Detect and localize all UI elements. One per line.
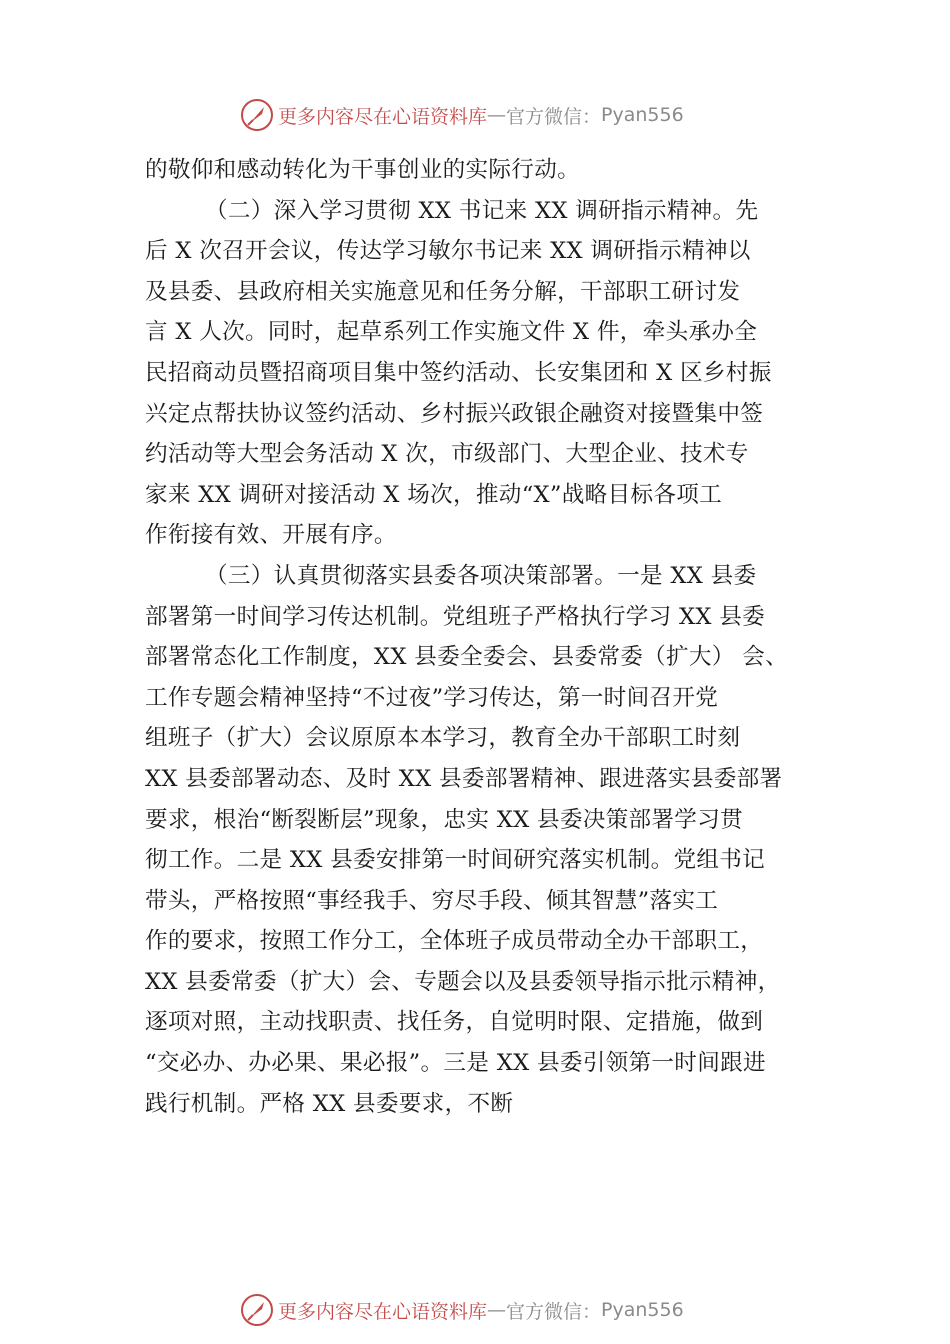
watermark-title: 更多内容尽在心语资料库 [278,1300,488,1323]
text-line: 带头，严格按照“事经我手、穷尽手段、倾其智慧”落实工 [145,887,719,914]
watermark-dash: — [487,104,507,126]
text-line: 约活动等大型会务活动 X 次，市级部门、大型企业、技术专 [145,441,749,468]
text-line: 作衔接有效、开展有序。 [145,522,397,549]
text-line: 践行机制。严格 XX 县委要求，不断 [145,1090,514,1117]
quill-logo-icon [240,98,274,132]
text-line: 部署常态化工作制度，XX 县委全委会、县委常委（扩大） 会、 [145,644,788,671]
text-line: 工作专题会精神坚持“不过夜”学习传达，第一时间召开党 [145,684,719,711]
text-line: （三）认真贯彻落实县委各项决策部署。一是 XX 县委 [205,562,757,589]
watermark-wechat-id: Pyan556 [601,1299,684,1321]
text-line: 作的要求，按照工作分工，全体班子成员带动全办干部职工， [145,928,764,955]
text-line: 逐项对照，主动找职责、找任务，自觉明时限、定措施，做到 [145,1009,764,1036]
text-line: 言 X 人次。同时，起草系列工作实施文件 X 件，牵头承办全 [145,319,758,346]
quill-logo-icon [240,1293,274,1327]
watermark-label: 官方微信： [506,105,602,128]
text-line: 要求，根治“断裂断层”现象，忠实 XX 县委决策部署学习贯 [145,806,743,833]
text-line: 家来 XX 调研对接活动 X 场次，推动“X”战略目标各项工 [145,481,723,508]
text-line: 及县委、县政府相关实施意见和任务分解，干部职工研讨发 [145,278,741,305]
document-body [145,150,835,1124]
text-line: XX 县委常委（扩大）会、专题会以及县委领导指示批示精神， [145,968,781,995]
text-line: 后 X 次召开会议，传达学习敏尔书记来 XX 调研指示精神以 [145,238,751,265]
text-line: 民招商动员暨招商项目集中签约活动、长安集团和 X 区乡村振 [145,359,772,386]
text-line: 兴定点帮扶协议签约活动、乡村振兴政银企融资对接暨集中签 [145,400,764,427]
watermark-title: 更多内容尽在心语资料库 [278,105,488,128]
text-line: （二）深入学习贯彻 XX 书记来 XX 调研指示精神。先 [205,197,759,224]
footer-watermark [240,1290,760,1330]
text-line: “交必办、办必果、果必报”。三是 XX 县委引领第一时间跟进 [145,1050,766,1077]
text-line: 部署第一时间学习传达机制。党组班子严格执行学习 XX 县委 [145,603,766,630]
text-line: 的敬仰和感动转化为干事创业的实际行动。 [145,157,580,183]
watermark-dash: — [487,1299,507,1321]
text-line: 组班子（扩大）会议原原本本学习，教育全办干部职工时刻 [145,725,741,752]
watermark-label: 官方微信： [506,1300,602,1323]
watermark-wechat-id: Pyan556 [601,104,684,126]
text-line: 彻工作。二是 XX 县委安排第一时间研究落实机制。党组书记 [145,847,766,874]
text-line: XX 县委部署动态、及时 XX 县委部署精神、跟进落实县委部署 [145,765,783,792]
header-watermark [240,95,760,135]
